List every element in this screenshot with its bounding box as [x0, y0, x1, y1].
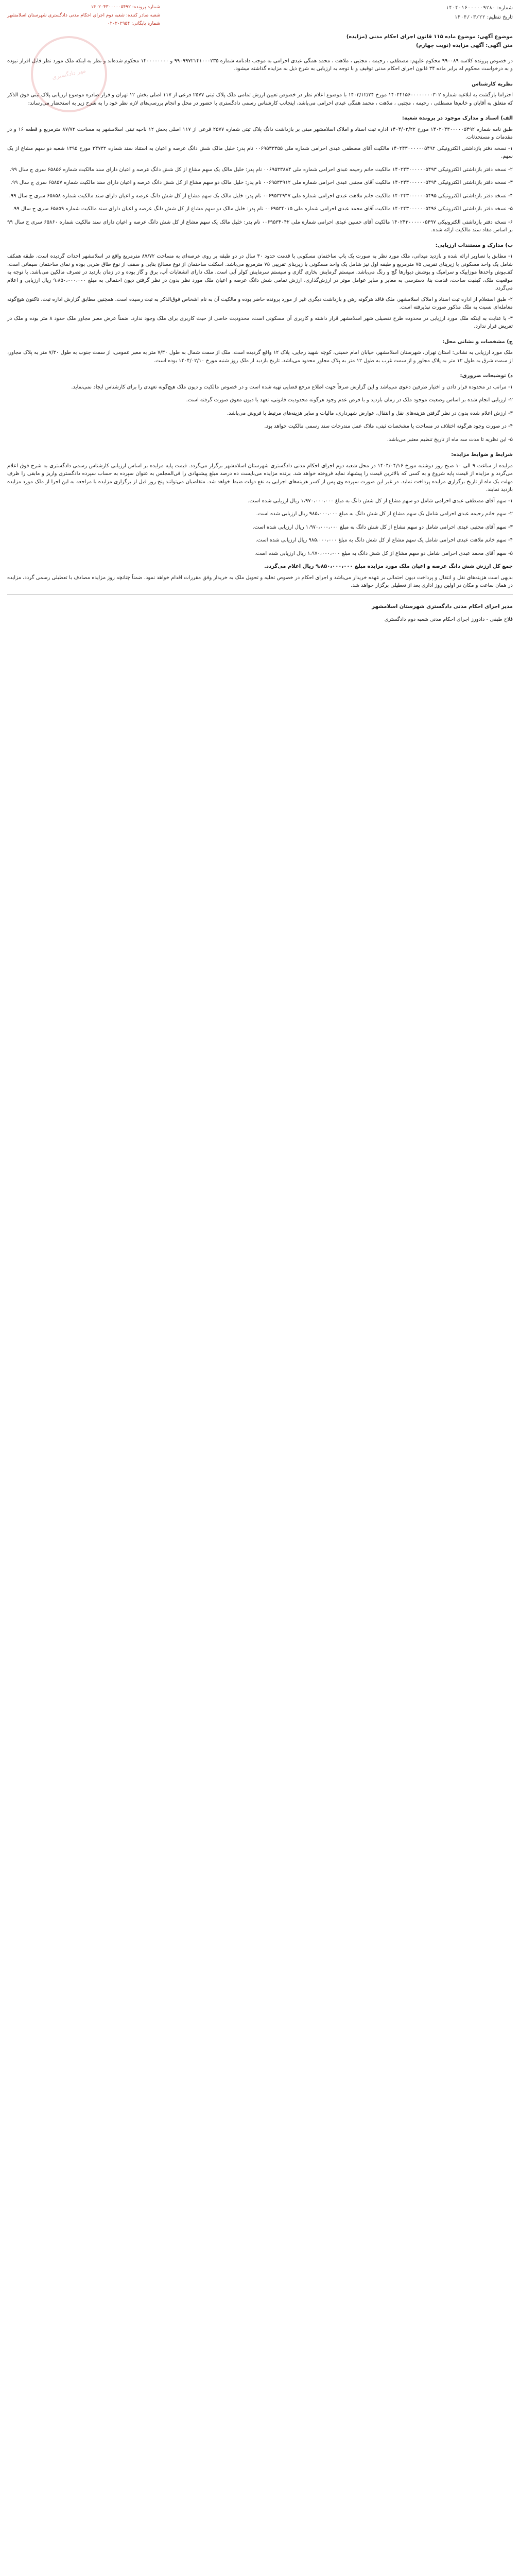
- doc-number-value: ۱۴۰۴۰۱۶۰۰۰۰۰۹۲۸۰: [445, 5, 496, 11]
- evidence-paragraph-1: ۱- مطابق با تصاویر ارائه شده و بازدید میدانی، ملک مورد نظر به صورت یک باب ساختمان مسکونی با قدمت حدود ۳۰ سال در دو طبقه بر روی عرصه‌ای به مساحت ۸۷/۷۲ مترمربع واقع در اسلامشهر احداث گردیده است. طبقه همکف شامل یک واحد مسکونی با زیربنای تقریبی ۷۵ مترمربع و طبقه اول نیز شامل یک واحد مسکونی با زیربنای تقریبی ۷۵ مترمربع می‌باشد. اسکلت ساختمان از نوع مصالح بنایی و سقف از نوع طاق ضربی بوده و نمای ساختمان سیمانی است. کف‌پوش واحدها موزاییک و سرامیک و پوشش دیوارها گچ و رنگ می‌باشد. سیستم گرمایش بخاری گازی و سیستم سرمایش کولر آبی است. ملک دارای انشعابات آب، برق و گاز بوده و در زمان بازدید در تصرف مالکین می‌باشد. با توجه به موقعیت ملک، کیفیت ساخت، قدمت بنا، دسترسی به معابر و سایر عوامل موثر در ارزش‌گذاری، ارزش تمامی شش دانگ عرصه و اعیان ملک مورد نظر بدون در نظر گرفتن دیون احتمالی به مبلغ ۹،۸۵۰،۰۰۰،۰۰۰ ریال ارزیابی و اعلام می‌گردد.: [7, 253, 513, 292]
- list-item: ۳- سهم آقای مجتبی عبدی احرامی شامل دو سهم مشاع از کل شش دانگ به مبلغ ۱،۹۷۰،۰۰۰،۰۰۰ ریال ارزیابی شده است.: [252, 524, 513, 530]
- doc-number-label: شماره:: [497, 5, 513, 11]
- list-item: ۴- در صورت وجود هرگونه اختلاف در مساحت یا مشخصات ثبتی، ملاک عمل مندرجات سند رسمی مالکیت خواهد بود.: [264, 423, 513, 430]
- header-center: [7, 4, 160, 28]
- date-label: تاریخ تنظیم:: [487, 14, 513, 20]
- date-row: [446, 13, 513, 22]
- evidence-paragraph-3: ۳- با عنایت به اینکه ملک مورد ارزیابی در محدوده طرح تفصیلی شهر اسلامشهر قرار داشته و کاربری آن مسکونی است، محدودیت خاصی از حیث کاربری برای ملک وجود ندارد. ضمناً عرض معبر مجاور ملک حدود ۸ متر بوده و ملک در تعریض قرار ندارد.: [7, 315, 513, 330]
- divider: [7, 594, 513, 595]
- list-item: ۲- نسخه دفتر بازداشتی الکترونیکی ۱۴۰۲۴۳۰۰۰۰۰۰۵۴۹۳ مالکیت خانم رحیمه عبدی احرامی شماره ملی ۰۰۶۹۵۳۳۸۸۴ نام پدر: خلیل مالک یک سهم مشاع از کل شش دانگ عرصه و اعیان دارای سند مالکیت شماره ۶۵۸۵۶ سری ج سال ۹۹.: [9, 166, 513, 173]
- evidence-section: [7, 242, 513, 331]
- archive-row: [7, 21, 160, 28]
- notice-subject: موضوع آگهی: موضوع ماده ۱۱۵ قانون اجرای احکام مدنی (مزایده): [346, 33, 513, 40]
- signature-name: فلاح طبقی - دادورز اجرای احکام مدنی شعبه دوم دادگستری: [384, 617, 513, 623]
- list-item: ۶- نسخه دفتر بازداشتی الکترونیکی ۱۴۰۲۴۳۰۰۰۰۰۰۵۴۹۷ مالکیت آقای حسین عبدی احرامی شماره ملی ۰۰۶۹۵۳۴۰۴۲ نام پدر: خلیل مالک یک سهم مشاع از کل شش دانگ عرصه و اعیان دارای سند مالکیت شماره ۶۵۸۶۰ سری ج سال ۹۹ بر اساس مفاد سند مالکیت ارائه شده.: [7, 219, 513, 233]
- branch-label: شعبه صادر کننده:: [126, 12, 160, 18]
- auction-paragraph: مزایده از ساعت ۹ الی ۱۰ صبح روز دوشنبه مورخ ۱۴۰۴/۰۴/۱۶ در محل شعبه دوم اجرای احکام مدنی دادگستری شهرستان اسلامشهر برگزار می‌گردد. قیمت پایه مزایده بر اساس ارزیابی کارشناس رسمی دادگستری به شرح فوق اعلام می‌گردد و مزایده از قیمت پایه شروع و به کسی که بالاترین قیمت را پیشنهاد نماید فروخته خواهد شد. برنده مزایده می‌بایست ده درصد مبلغ پیشنهادی را فی‌المجلس به عنوان سپرده به حساب سپرده دادگستری واریز و مابقی را ظرف مهلت یک ماه از تاریخ برگزاری مزایده پرداخت نماید. در غیر این صورت سپرده وی پس از کسر هزینه‌های اجرایی به نفع دولت ضبط خواهد شد. متقاضیان می‌توانند پنج روز قبل از برگزاری مزایده با مراجعه به این اجرا از ملک مورد مزایده بازدید نمایند.: [7, 463, 513, 493]
- document-header: [7, 4, 513, 28]
- list-item: ۵- این نظریه تا مدت سه ماه از تاریخ تنظیم معتبر می‌باشد.: [387, 436, 513, 443]
- list-item: ۲- سهم خانم رحیمه عبدی احرامی شامل یک سهم مشاع از کل شش دانگ به مبلغ ۹۸۵،۰۰۰،۰۰۰ ریال ارزیابی شده است.: [256, 511, 513, 517]
- seal-text: مهر دادگستری: [51, 67, 86, 81]
- list-item: ۳- نسخه دفتر بازداشتی الکترونیکی ۱۴۰۲۴۳۰۰۰۰۰۰۵۴۹۴ مالکیت آقای مجتبی عبدی احرامی شماره ملی ۰۰۶۹۵۳۳۹۱۲ نام پدر: خلیل مالک دو سهم مشاع از کل شش دانگ عرصه و اعیان دارای سند مالکیت شماره ۶۵۸۵۷ سری ج سال ۹۹.: [10, 180, 513, 186]
- auction-heading: شرایط و ضوابط مزایده:: [451, 452, 513, 458]
- branch-row: [7, 12, 160, 20]
- expert-heading: نظریه کارشناس: [472, 81, 513, 87]
- specs-section: [7, 338, 513, 365]
- documents-section: [7, 114, 513, 234]
- signature-block: [7, 603, 513, 624]
- archive-value: ۰۲۰۲۰۲۹۵۴: [107, 21, 130, 26]
- branch-value: شعبه دوم اجرای احکام مدنی دادگستری شهرستان اسلامشهر: [7, 12, 125, 18]
- list-item: ۳- ارزش اعلام شده بدون در نظر گرفتن هزینه‌های نقل و انتقال، عوارض شهرداری، مالیات و سایر هزینه‌های مرتبط با فروش می‌باشد.: [227, 410, 513, 416]
- evidence-heading: ب) مدارک و مستندات ارزیابی:: [435, 242, 513, 248]
- case-value: ۱۴۰۲۰۴۳۰۰۰۰۰۵۴۹۲: [91, 5, 131, 10]
- signature-role: مدیر اجرای احکام مدنی دادگستری شهرستان اسلامشهر: [372, 603, 513, 609]
- case-label: شماره پرونده:: [132, 5, 160, 10]
- document-page: [0, 0, 520, 641]
- documents-heading: الف) اسناد و مدارک موجود در پرونده شعبه:: [402, 115, 513, 122]
- archive-label: شماره بایگانی:: [131, 21, 160, 26]
- notes-heading: د) توضیحات ضروری:: [460, 373, 513, 379]
- closing-paragraph: بدیهی است هزینه‌های نقل و انتقال و پرداخت دیون احتمالی بر عهده خریدار می‌باشد و اجرای احکام در خصوص تخلیه و تحویل ملک به خریدار وفق مقررات اقدام خواهد نمود. ضمناً چنانچه روز مزایده مصادف با تعطیلی رسمی گردد، مزایده در همان ساعت و مکان در اولین روز اداری بعد از تعطیلی برگزار خواهد شد.: [7, 574, 513, 589]
- notice-text-label: متن آگهی: آگهی مزایده (نوبت چهارم): [415, 43, 513, 49]
- list-item: ۱- سهم آقای مصطفی عبدی احرامی شامل دو سهم مشاع از کل شش دانگ به مبلغ ۱،۹۷۰،۰۰۰،۰۰۰ ریال ارزیابی شده است.: [248, 498, 513, 504]
- list-item: ۴- سهم خانم ملاهت عبدی احرامی شامل یک سهم مشاع از کل شش دانگ به مبلغ ۹۸۵،۰۰۰،۰۰۰ ریال ارزیابی شده است.: [255, 537, 513, 544]
- evidence-paragraph-2: ۲- طبق استعلام از اداره ثبت اسناد و املاک اسلامشهر، ملک فاقد هرگونه رهن و بازداشت دیگری غیر از مورد پرونده حاضر بوده و مالکیت آن به نام اشخاص فوق‌الذکر به ثبت رسیده است. همچنین مطابق گزارش اداره ثبت، تاکنون هیچ‌گونه معامله‌ای نسبت به ملک مذکور صورت نپذیرفته است.: [7, 296, 513, 311]
- doc-number-row: [446, 4, 513, 12]
- list-item: ۵- سهم آقای محمد عبدی احرامی شامل دو سهم مشاع از کل شش دانگ به مبلغ ۱،۹۷۰،۰۰۰،۰۰۰ ریال ارزیابی شده است.: [254, 550, 513, 556]
- header-right: [446, 4, 513, 21]
- intro-paragraph: در خصوص پرونده کلاسه ۹۹۰۰۸۹ محکوم علیهم: مصطفی ، رحیمه ، مجتبی ، ملاهت ، محمد همگی عبدی احرامی به موجب دادنامه شماره ۹۹۰۹۹۷۲۱۴۱۰۰۰۲۳۵ و ۱۴۰۰۰۰۰۰۰۰ محکوم شده‌اند و نظر به اینکه ملک مورد نظر قابل افراز نبوده و به درخواست محکوم له برابر ماده ۳۴ قانون اجرای احکام مدنی توقیف و با توجه به ارزیابی به شرح ذیل به مزایده گذاشته میشود.: [7, 58, 513, 72]
- list-item: ۵- نسخه دفتر بازداشتی الکترونیکی ۱۴۰۲۴۳۰۰۰۰۰۰۵۴۹۶ مالکیت آقای محمد عبدی احرامی شماره ملی ۰۰۶۹۵۳۴۰۱۵ نام پدر: خلیل مالک دو سهم مشاع از کل شش دانگ عرصه و اعیان دارای سند مالکیت شماره ۶۵۸۵۹ سری ج سال ۹۹.: [12, 206, 513, 212]
- expert-paragraph: احتراما بازگشت به ابلاغیه شماره ۱۴۰۴۴۱۵۶۰۰۰۰۰۰۰۰۳۰۲ مورخ ۱۴۰۳/۱۲/۲۴ با موضوع اعلام نظر در خصوص تعیین ارزش تمامی ملک پلاک ثبتی ۲۵۷۷ فرعی از ۱۱۷ اصلی بخش ۱۲ تهران و قرار صادره موضوع ارزیابی پلاک ثبتی فوق الذکر که متعلق به آقایان و خانم‌ها مصطفی ، رحیمه ، مجتبی ، ملاهت ، محمد همگی عبدی احرامی می‌باشد، اینجانب کارشناس رسمی دادگستری با حضور در محل و انجام بررسی‌های لازم نظر خود را به شرح زیر به استحضار می‌رساند:: [7, 92, 513, 106]
- specs-heading: ج) مشخصات و نشانی محل:: [442, 338, 513, 345]
- list-item: ۲- ارزیابی انجام شده بر اساس وضعیت موجود ملک در زمان بازدید و با فرض عدم وجود هرگونه محدودیت قانونی، تعهد یا دیون معوق صورت گرفته است.: [186, 397, 513, 403]
- case-row: [7, 4, 160, 11]
- auction-section: [7, 451, 513, 590]
- specs-paragraph: ملک مورد ارزیابی به نشانی: استان تهران، شهرستان اسلامشهر، خیابان امام خمینی، کوچه شهید رجایی، پلاک ۱۲ واقع گردیده است. ملک از سمت شمال به طول ۷/۳۰ متر به معبر عمومی، از سمت جنوب به طول ۷/۳۰ متر به پلاک مجاور، از سمت شرق به طول ۱۲ متر به پلاک مجاور و از سمت غرب به طول ۱۲ متر به پلاک مجاور محدود می‌باشد. تاریخ بازدید از ملک روز شنبه مورخ ۱۴۰۴/۰۲/۱۰ بوده است.: [7, 350, 513, 364]
- documents-paragraph: طبق نامه شماره ۱۴۰۲۰۴۳۰۰۰۰۰۵۴۹۲ مورخ ۱۴۰۴/۰۳/۲۲ اداره ثبت اسناد و املاک اسلامشهر مبنی بر بازداشت دانگ پلاک ثبتی شماره ۲۵۷۷ فرعی از ۱۱۷ اصلی بخش ۱۲ ناحیه ثبتی اسلامشهر به مساحت ۸۷/۷۲ مترمربع و قطعه ۱۶ و در مقدمات و مستحدثات.: [7, 126, 513, 141]
- date-value: ۱۴۰۴/۰۳/۲۲: [454, 14, 486, 20]
- notes-section: [7, 372, 513, 444]
- list-item: ۴- نسخه دفتر بازداشتی الکترونیکی ۱۴۰۲۴۳۰۰۰۰۰۰۵۴۹۵ مالکیت خانم ملاهت عبدی احرامی شماره ملی ۰۰۶۹۵۳۳۹۴۷ نام پدر: خلیل مالک یک سهم مشاع از کل شش دانگ عرصه و اعیان دارای سند مالکیت شماره ۶۵۸۵۸ سری ج سال ۹۹.: [9, 193, 513, 199]
- total-value: جمع کل ارزش شش دانگ عرصه و اعیان ملک مورد مزایده مبلغ ۹،۸۵۰،۰۰۰،۰۰۰ ریال اعلام می‌گردد.: [264, 564, 513, 570]
- list-item: ۱- نسخه دفتر بازداشتی الکترونیکی ۱۴۰۲۴۳۰۰۰۰۰۰۵۴۹۲ مالکیت آقای مصطفی عبدی احرامی شماره ملی ۰۰۶۹۵۳۳۳۵۵ نام پدر: خلیل مالک شش دانگ عرصه و اعیان به استناد سند شماره ۳۴۷۳۲ مورخ ۱۳۹۵ شعبه دو سهم مشاع از یک سهم.: [7, 145, 513, 160]
- list-item: ۱- مراتب در محدوده قرار دادن و اختیار طرفین دعوی می‌باشد و این گزارش صرفاً جهت اطلاع مرجع قضایی تهیه شده است و در خصوص مالکیت و دیون ملک هیچ‌گونه تعهدی را برای کارشناس ایجاد نمی‌نماید.: [71, 384, 513, 390]
